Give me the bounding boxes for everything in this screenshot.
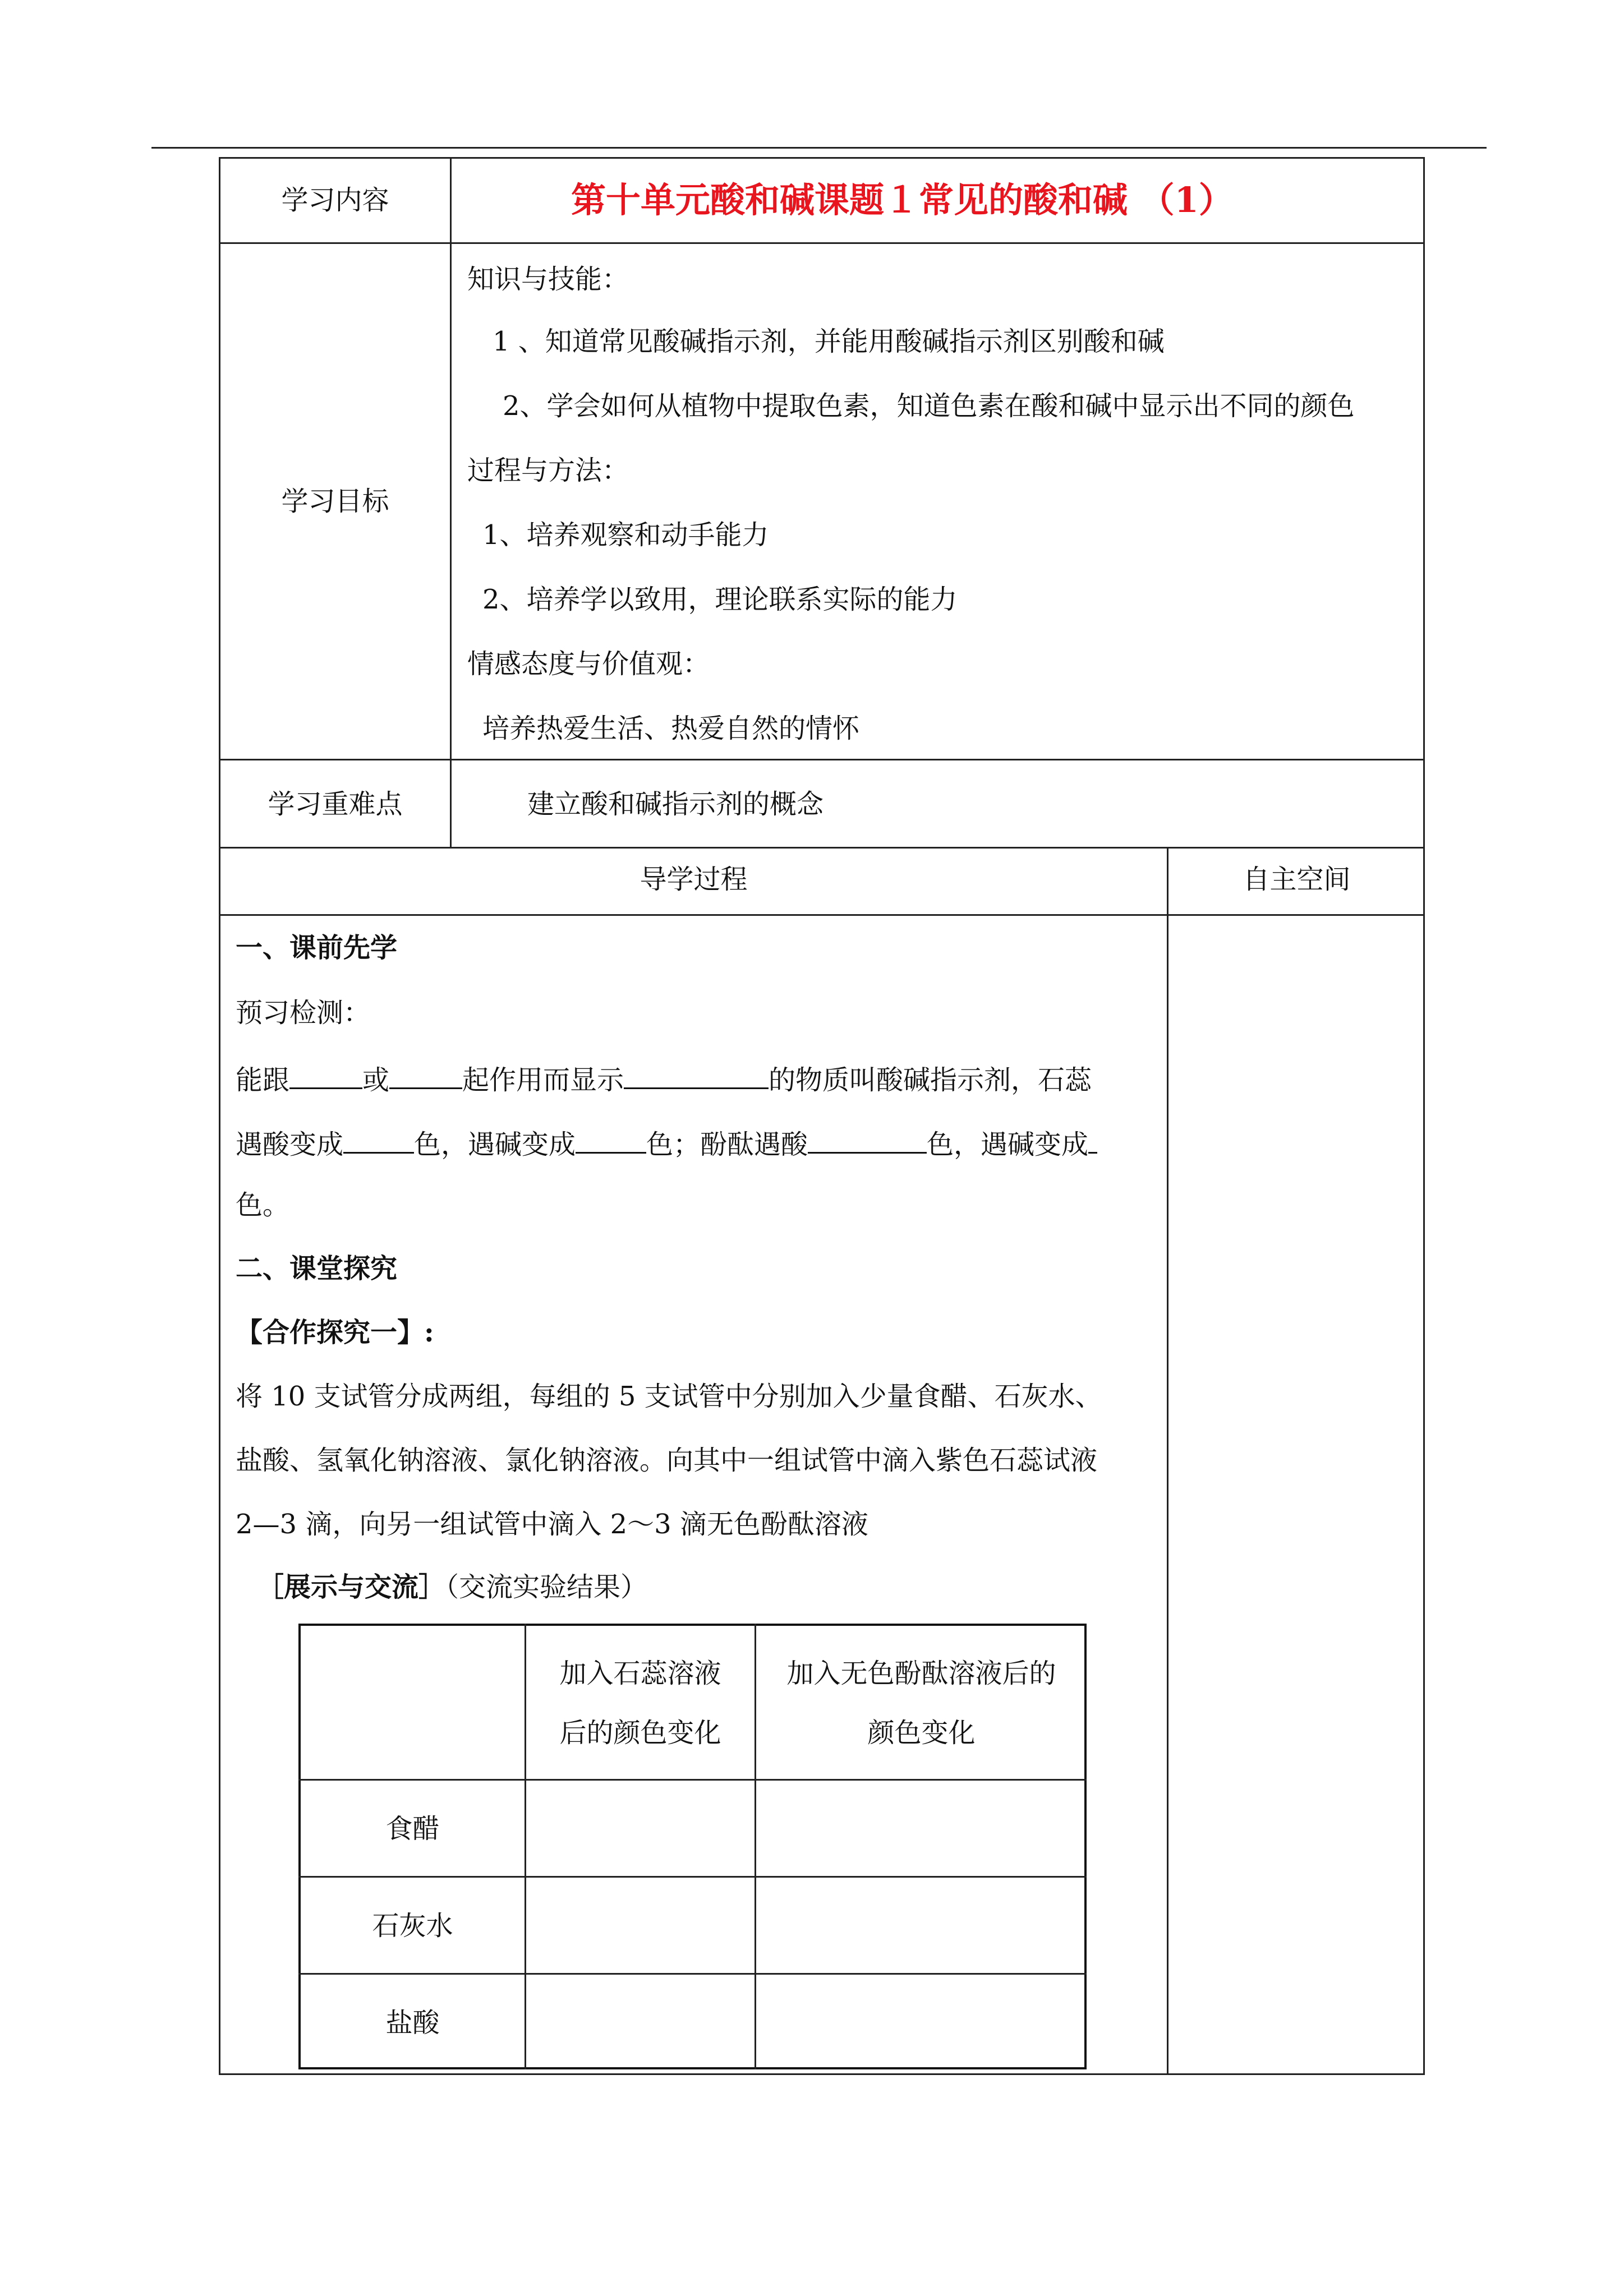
fill-blank-line-2: 遇酸变成 色，遇碱变成 色；酚酞遇酸 色，遇碱变成 bbox=[236, 1127, 1097, 1158]
knowledge-item-1: 1 、知道常见酸碱指示剂，并能用酸碱指示剂区别酸和碱 bbox=[493, 326, 1165, 357]
answer-blank[interactable] bbox=[624, 1063, 769, 1089]
answer-blank[interactable] bbox=[576, 1127, 646, 1154]
fill-blank-line-3: 色。 bbox=[236, 1190, 290, 1221]
column-header-litmus: 加入石蕊溶液 bbox=[559, 1658, 721, 1689]
page-header-rule bbox=[151, 147, 1487, 149]
results-table bbox=[298, 1624, 1087, 2069]
emotion-heading: 情感态度与价值观： bbox=[467, 648, 710, 680]
row-divider bbox=[298, 1779, 1087, 1781]
fill-blank-line-1: 能跟 或 起作用而显示 的物质叫酸碱指示剂，石蕊 bbox=[236, 1063, 1092, 1094]
row-divider bbox=[219, 914, 1425, 916]
row-label-limewater: 石灰水 bbox=[372, 1910, 453, 1942]
self-space-label: 自主空间 bbox=[1243, 864, 1351, 895]
cooperative-inquiry-heading: 【合作探究一】: bbox=[236, 1317, 434, 1348]
answer-blank[interactable] bbox=[289, 1063, 362, 1089]
row-divider bbox=[298, 1876, 1087, 1878]
row-label-vinegar: 食醋 bbox=[385, 1813, 440, 1845]
experiment-paragraph-line: 2—3 滴，向另一组试管中滴入 2～3 滴无色酚酞溶液 bbox=[236, 1509, 868, 1540]
column-header-litmus: 后的颜色变化 bbox=[559, 1717, 721, 1749]
knowledge-item-2: 2、学会如何从植物中提取色素，知道色素在酸和碱中显示出不同的颜色 bbox=[503, 390, 1355, 422]
lesson-title: 第十单元酸和碱课题１常见的酸和碱 （1） bbox=[571, 179, 1234, 220]
guide-process-label: 导学过程 bbox=[640, 864, 748, 895]
column-divider bbox=[755, 1624, 756, 2069]
key-points-value: 建立酸和碱指示剂的概念 bbox=[527, 789, 824, 820]
study-goal-label: 学习目标 bbox=[281, 486, 389, 517]
knowledge-heading: 知识与技能： bbox=[467, 264, 629, 295]
row-divider bbox=[219, 759, 1425, 760]
column-header-phenolphthalein: 加入无色酚酞溶液后的 bbox=[786, 1658, 1056, 1689]
column-divider bbox=[1167, 847, 1168, 2075]
process-item-2: 2、培养学以致用，理论联系实际的能力 bbox=[482, 584, 958, 615]
column-divider bbox=[525, 1624, 526, 2069]
answer-blank[interactable] bbox=[389, 1063, 462, 1089]
column-divider bbox=[450, 157, 452, 848]
column-header-phenolphthalein: 颜色变化 bbox=[867, 1717, 976, 1749]
process-heading: 过程与方法： bbox=[467, 455, 629, 486]
study-content-label: 学习内容 bbox=[281, 185, 389, 216]
row-divider bbox=[298, 1973, 1087, 1975]
row-divider bbox=[219, 847, 1425, 849]
experiment-paragraph-line: 盐酸、氢氧化钠溶液、氯化钠溶液。向其中一组试管中滴入紫色石蕊试液 bbox=[236, 1445, 1098, 1476]
exchange-heading: ［展示与交流］（交流实验结果） bbox=[257, 1571, 648, 1603]
answer-blank[interactable] bbox=[343, 1127, 414, 1154]
section-heading-class-inquiry: 二、课堂探究 bbox=[236, 1253, 398, 1284]
emotion-item-1: 培养热爱生活、热爱自然的情怀 bbox=[482, 713, 860, 744]
preview-check-label: 预习检测： bbox=[236, 997, 371, 1029]
row-label-hydrochloric-acid: 盐酸 bbox=[385, 2007, 440, 2039]
key-points-label: 学习重难点 bbox=[268, 789, 403, 820]
process-item-1: 1、培养观察和动手能力 bbox=[482, 519, 769, 551]
row-divider bbox=[219, 242, 1425, 244]
answer-blank[interactable] bbox=[1088, 1127, 1097, 1154]
section-heading-pre-study: 一、课前先学 bbox=[236, 932, 398, 963]
answer-blank[interactable] bbox=[808, 1127, 927, 1154]
experiment-paragraph-line: 将 10 支试管分成两组，每组的 5 支试管中分别加入少量食醋、石灰水、 bbox=[236, 1381, 1102, 1412]
